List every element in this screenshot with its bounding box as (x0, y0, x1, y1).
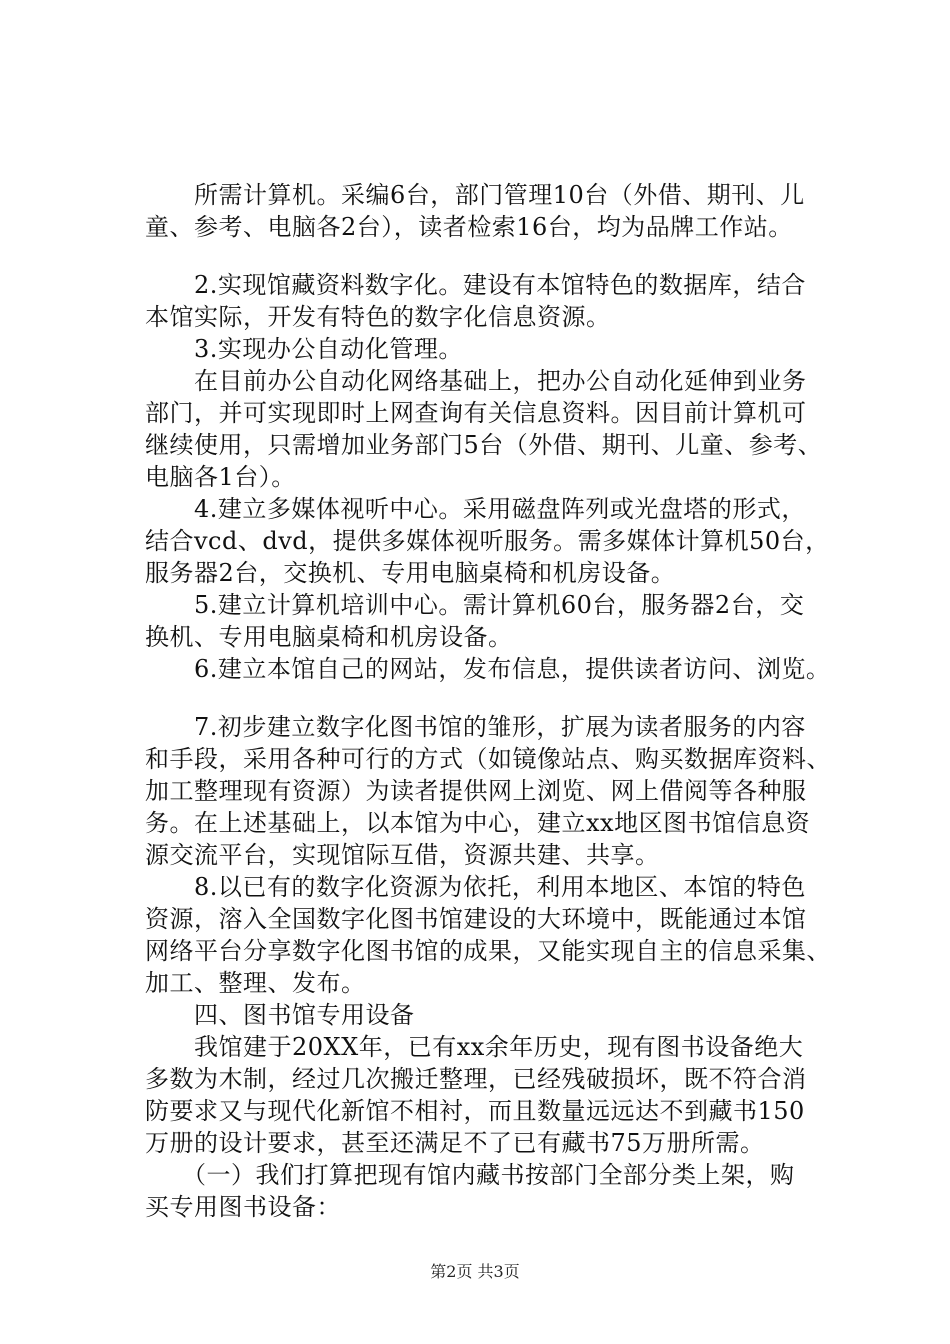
paragraph-line: 加工整理现有资源）为读者提供网上浏览、网上借阅等各种服 (145, 777, 807, 805)
paragraph-line: 资源，溶入全国数字化图书馆建设的大环境中，既能通过本馆 (145, 905, 807, 933)
paragraph-line: 我馆建于20XX年，已有xx余年历史，现有图书设备绝大 (145, 1033, 804, 1061)
paragraph-line: 多数为木制，经过几次搬迁整理，已经残破损坏，既不符合消 (145, 1065, 807, 1093)
paragraph-line: 加工、整理、发布。 (145, 969, 366, 997)
paragraph-line: 2.实现馆藏资料数字化。建设有本馆特色的数据库，结合 (145, 271, 806, 299)
paragraph-line: （一）我们打算把现有馆内藏书按部门全部分类上架，购 (145, 1161, 795, 1189)
paragraph-line: 5.建立计算机培训中心。需计算机60台，服务器2台，交 (145, 591, 805, 619)
page-number-footer: 第2页 共3页 (430, 1262, 520, 1281)
paragraph-line: 防要求又与现代化新馆不相衬，而且数量远远达不到藏书150 (145, 1097, 805, 1125)
paragraph-line: 网络平台分享数字化图书馆的成果，又能实现自主的信息采集、 (145, 937, 831, 965)
paragraph-line: 童、参考、电脑各2台），读者检索16台，均为品牌工作站。 (145, 213, 793, 241)
paragraph-line: 3.实现办公自动化管理。 (145, 335, 463, 363)
paragraph-line: 换机、专用电脑桌椅和机房设备。 (145, 623, 513, 651)
paragraph-line: 电脑各1台）。 (145, 463, 296, 491)
paragraph-line: 源交流平台，实现馆际互借，资源共建、共享。 (145, 841, 660, 869)
paragraph-line: 6.建立本馆自己的网站，发布信息，提供读者访问、浏览。 (145, 655, 831, 683)
paragraph-line: 万册的设计要求，甚至还满足不了已有藏书75万册所需。 (145, 1129, 765, 1157)
paragraph-line: 服务器2台，交换机、专用电脑桌椅和机房设备。 (145, 559, 676, 587)
paragraph-line: 4.建立多媒体视听中心。采用磁盘阵列或光盘塔的形式， (145, 495, 806, 523)
paragraph-line: 部门，并可实现即时上网查询有关信息资料。因目前计算机可 (145, 399, 807, 427)
paragraph-line: 买专用图书设备： (145, 1193, 341, 1221)
paragraph-line: 继续使用，只需增加业务部门5台（外借、期刊、儿童、参考、 (145, 431, 823, 459)
paragraph-line: 和手段，采用各种可行的方式（如镜像站点、购买数据库资料、 (145, 745, 831, 773)
paragraph-line: 8.以已有的数字化资源为依托，利用本地区、本馆的特色 (145, 873, 806, 901)
paragraph-line: 本馆实际，开发有特色的数字化信息资源。 (145, 303, 611, 331)
paragraph-line: 7.初步建立数字化图书馆的雏形，扩展为读者服务的内容 (145, 713, 806, 741)
paragraph-line: 结合vcd、dvd，提供多媒体视听服务。需多媒体计算机50台， (145, 527, 830, 555)
paragraph-line: 务。在上述基础上，以本馆为中心，建立xx地区图书馆信息资 (145, 809, 811, 837)
paragraph-line: 所需计算机。采编6台，部门管理10台（外借、期刊、儿 (145, 181, 805, 209)
section-heading: 四、图书馆专用设备 (145, 1001, 415, 1029)
paragraph-line: 在目前办公自动化网络基础上，把办公自动化延伸到业务 (145, 367, 807, 395)
